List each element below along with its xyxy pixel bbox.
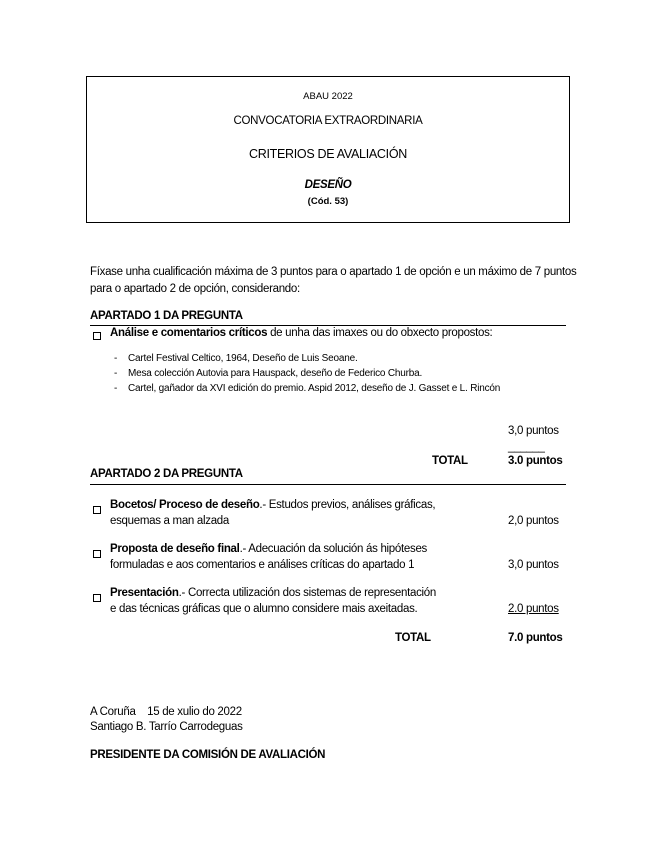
section1-item xyxy=(110,327,492,339)
subject-code: (Cód. 53) xyxy=(307,196,349,207)
option-item: Mesa colección Autovia para Hauspack, deseño de Federico Churba. xyxy=(128,368,423,379)
signer-role: PRESIDENTE DA COMISIÓN DE AVALIACIÓN xyxy=(90,749,326,761)
criterion-points: 3,0 puntos xyxy=(508,559,559,571)
section1-item-title: Análise e comentarios críticos xyxy=(110,327,268,339)
criterion-title: Proposta de deseño final xyxy=(110,543,240,555)
criterion-title: Bocetos/ Proceso de deseño xyxy=(110,499,260,511)
section1-total-label: TOTAL xyxy=(432,455,468,467)
option-dash: - xyxy=(114,353,118,364)
subject-title: DESEÑO xyxy=(304,179,352,191)
section1-item-text: de unha das imaxes ou do obxecto propostos: xyxy=(267,327,493,339)
criterion-points: 2,0 puntos xyxy=(508,515,559,527)
document-title: CRITERIOS DE AVALIACIÓN xyxy=(249,147,407,161)
criterion-line-2: formuladas e aos comentarios e análises críticas do apartado 1 xyxy=(110,559,415,571)
section1-total-rule: ______ xyxy=(508,441,545,453)
checkbox-icon xyxy=(93,550,101,558)
place-date: A Coruña 15 de xulio do 2022 xyxy=(90,706,242,718)
intro-line-2: para o apartado 2 de opción, considerando: xyxy=(90,283,300,295)
section2-total-value: 7.0 puntos xyxy=(508,632,563,644)
criterion-points: 2.0 puntos xyxy=(508,603,559,615)
intro-line-1: Fíxase unha cualificación máxima de 3 puntos para o apartado 1 de opción e un máximo de 7 puntos xyxy=(90,266,577,278)
section1-total-value: 3.0 puntos xyxy=(508,455,563,467)
section1-points: 3,0 puntos xyxy=(508,425,559,437)
checkbox-icon xyxy=(93,594,101,602)
header-box xyxy=(86,76,570,223)
criterion-line xyxy=(110,499,435,511)
section1-divider xyxy=(90,325,566,326)
criterion-text: .- Correcta utilización dos sistemas de representación xyxy=(178,587,436,599)
option-dash: - xyxy=(114,383,118,394)
section2-total-label: TOTAL xyxy=(395,632,431,644)
section1-heading: APARTADO 1 DA PREGUNTA xyxy=(90,310,243,322)
criterion-line-2: esquemas a man alzada xyxy=(110,515,229,527)
criterion-line-2: e das técnicas gráficas que o alumno considere mais axeitadas. xyxy=(110,603,418,615)
criterion-text: .- Estudos previos, análises gráficas, xyxy=(259,499,436,511)
call-label: CONVOCATORIA EXTRAORDINARIA xyxy=(233,115,423,127)
criterion-text: .- Adecuación da solución ás hipóteses xyxy=(239,543,427,555)
section2-divider xyxy=(90,484,566,485)
option-dash: - xyxy=(114,368,118,379)
checkbox-icon xyxy=(93,506,101,514)
exam-label: ABAU 2022 xyxy=(303,91,353,102)
criterion-line xyxy=(110,543,427,555)
option-item: Cartel Festival Celtico, 1964, Deseño de Luis Seoane. xyxy=(128,353,358,364)
option-item: Cartel, gañador da XVI edición do premio. Aspid 2012, deseño de J. Gasset e L. Rincón xyxy=(128,383,501,394)
criterion-title: Presentación xyxy=(110,587,179,599)
section2-heading: APARTADO 2 DA PREGUNTA xyxy=(90,468,243,480)
checkbox-icon xyxy=(93,332,101,340)
criterion-line xyxy=(110,587,436,599)
signer-name: Santiago B. Tarrío Carrodeguas xyxy=(90,721,243,733)
